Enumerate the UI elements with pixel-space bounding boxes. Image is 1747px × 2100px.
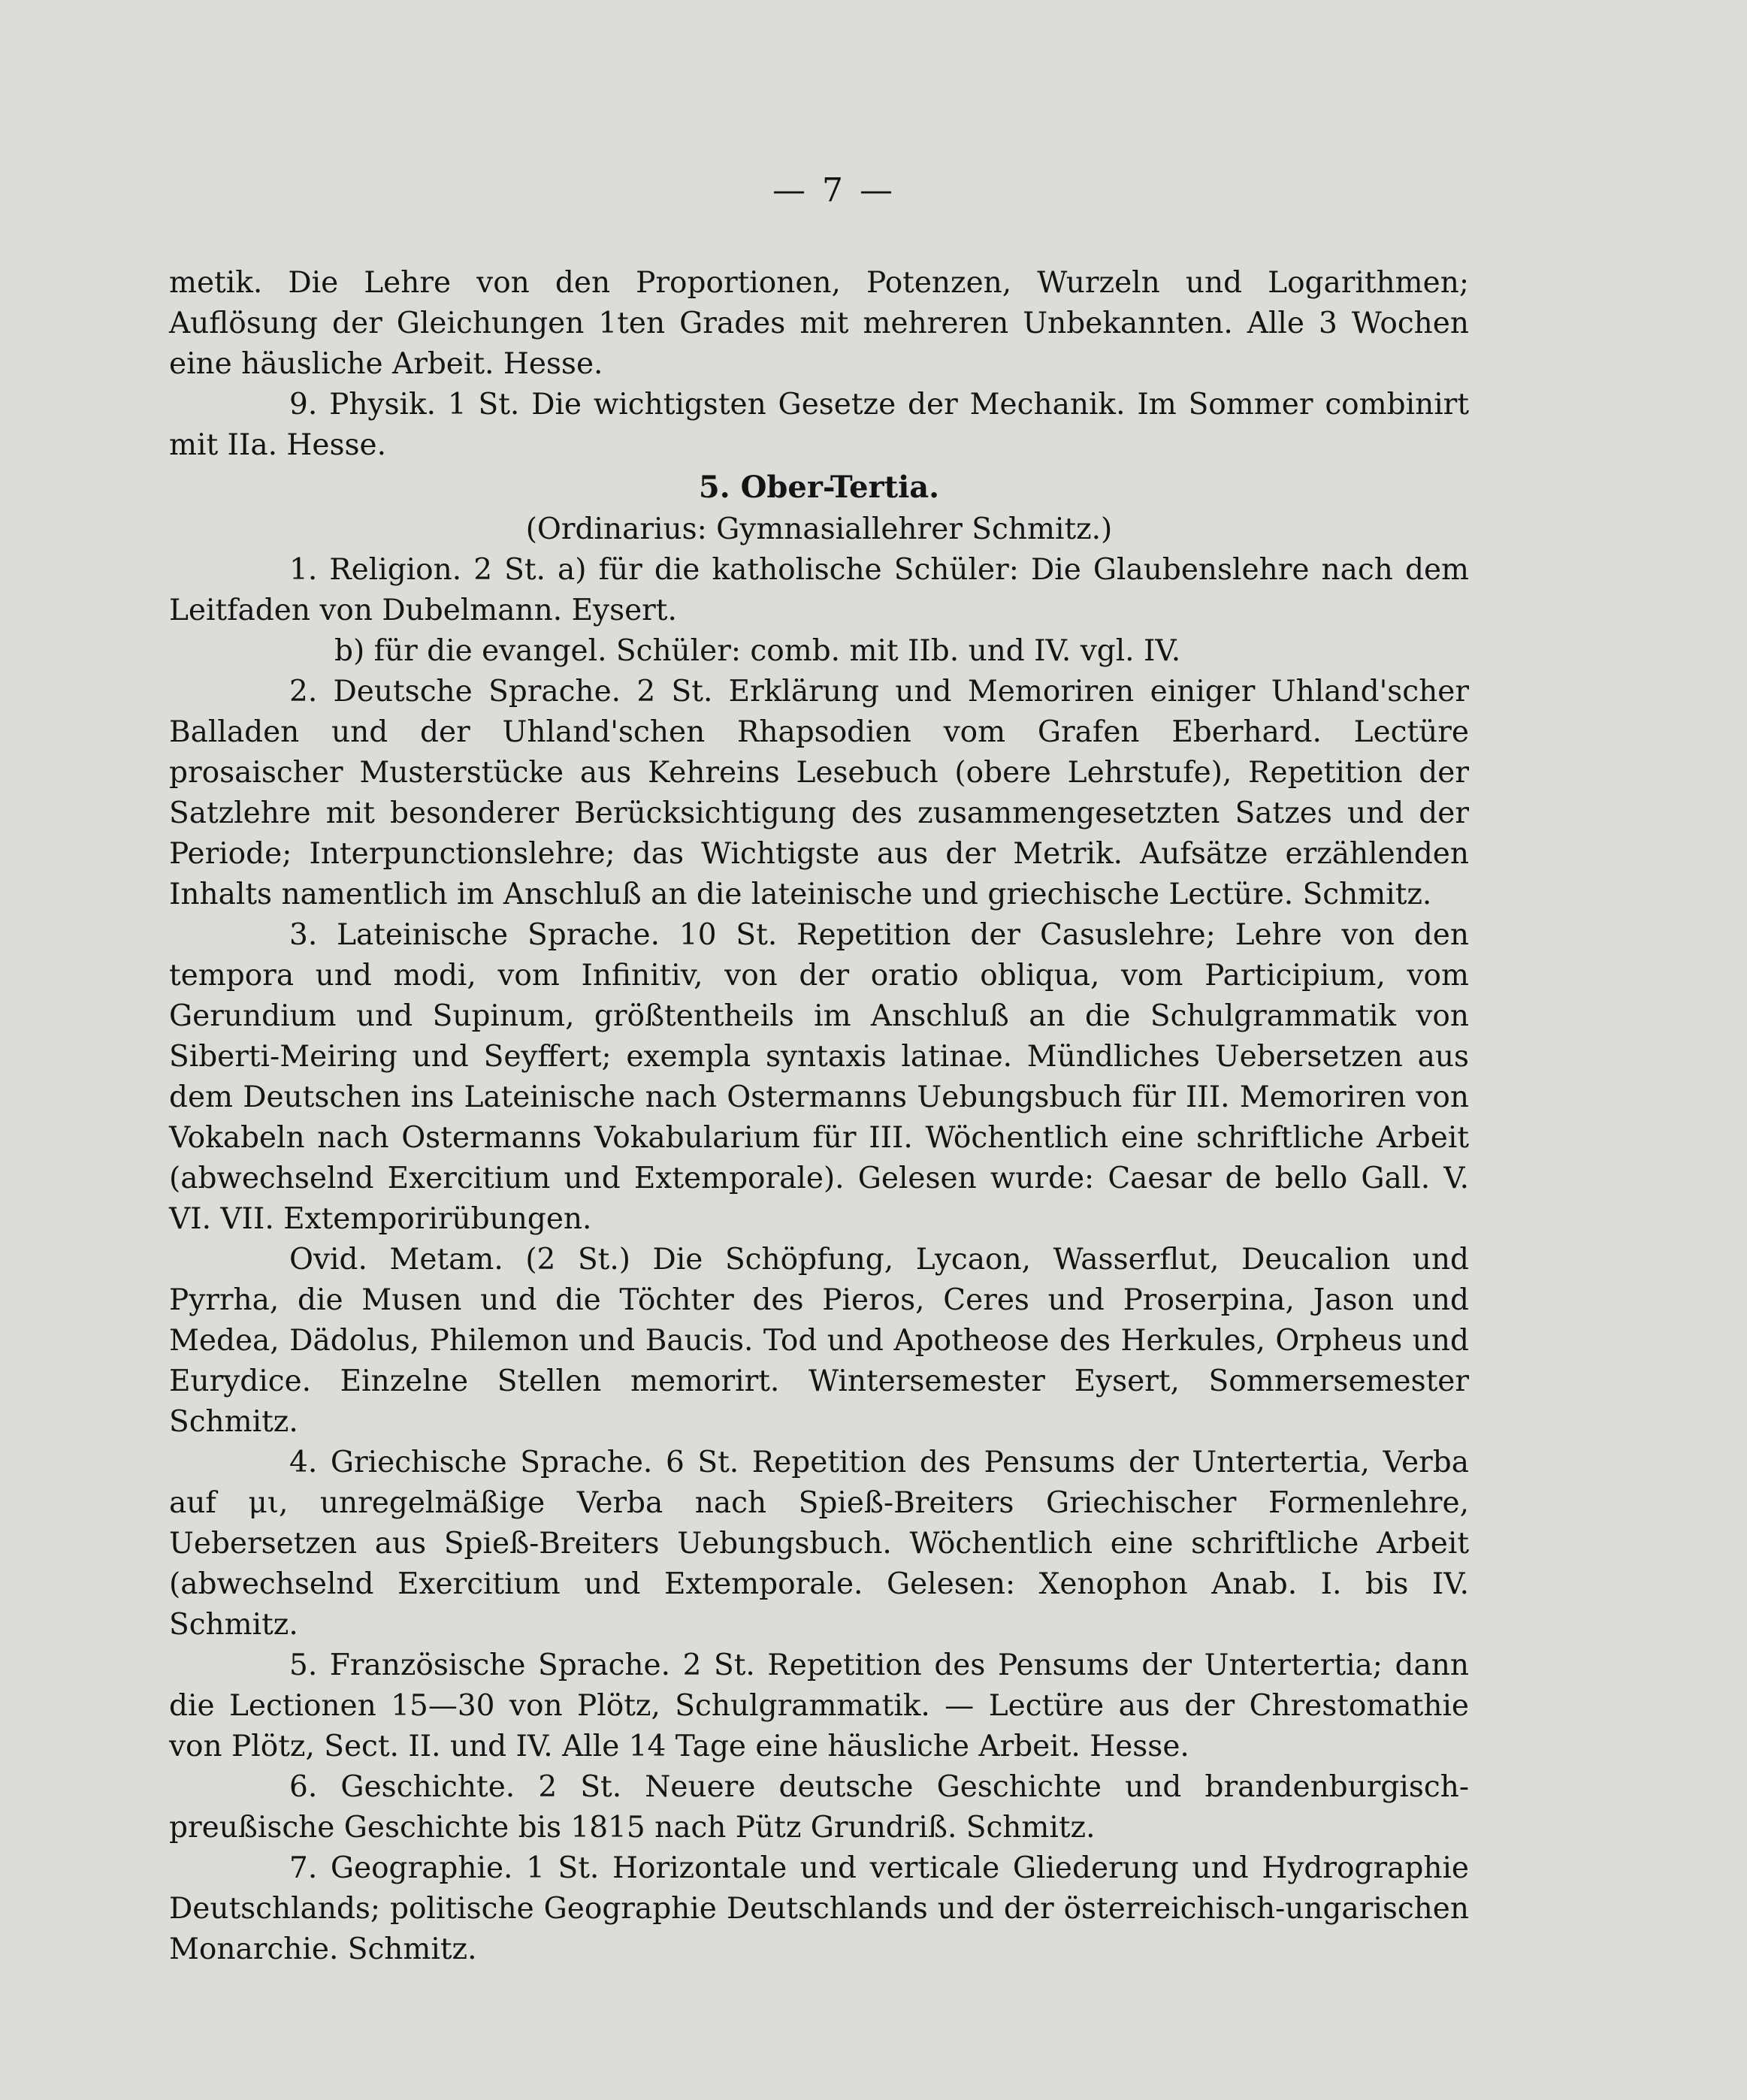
paragraph-religion: 1. Religion. 2 St. a) für die katholische Schüler: Die Glaubenslehre nach dem Leitfaden von Dubelmann. Eysert. (169, 553, 1469, 627)
paragraph-physics: 9. Physik. 1 St. Die wichtigsten Gesetze der Mechanik. Im Sommer combinirt mit IIa. Hesse. (169, 388, 1469, 462)
paragraph-greek: 4. Griechische Sprache. 6 St. Repetition des Pensums der Untertertia, Verba auf μι, unregelmäßige Verba nach Spieß-Breiters Griechischer Formenlehre, Uebersetzen aus Spieß-Breiters Uebungsbuch. Wöchentlich eine schriftliche Arbeit (abwechselnd Exercitium und Extemporale. Gelesen: Xenophon Anab. I. bis IV. Schmitz. (169, 1446, 1469, 1642)
paragraph-geography: 7. Geographie. 1 St. Horizontale und verticale Gliederung und Hydrographie Deutschlands; politische Geographie Deutschlands und der österreichisch-ungarischen Monarchie. Schmitz. (169, 1851, 1469, 1966)
paragraph-mathematics-continued: metik. Die Lehre von den Proportionen, Potenzen, Wurzeln und Logarithmen; Auflösung der Gleichungen 1ten Grades mit mehreren Unbekannten. Alle 3 Wochen eine häusliche Arbeit. Hesse. (169, 266, 1469, 381)
paragraph-french: 5. Französische Sprache. 2 St. Repetition des Pensums der Untertertia; dann die Lectionen 15—30 von Plötz, Schulgrammatik. — Lectüre aus der Chrestomathie von Plötz, Sect. II. und IV. Alle 14 Tage eine häusliche Arbeit. Hesse. (169, 1648, 1469, 1763)
paragraph-latin: 3. Lateinische Sprache. 10 St. Repetition der Casuslehre; Lehre von den tempora und modi, vom Infinitiv, von der oratio obliqua, vom Participium, vom Gerundium und Supinum, größtentheils im Anschluß an die Schulgrammatik von Siberti-Meiring und Seyffert; exempla syntaxis latinae. Mündliches Uebersetzen aus dem Deutschen ins Lateinische nach Ostermanns Uebungsbuch für III. Memoriren von Vokabeln nach Ostermanns Vokabularium für III. Wöchentlich eine schriftliche Arbeit (abwechselnd Exercitium und Extemporale). Gelesen wurde: Caesar de bello Gall. V. VI. VII. Extemporirübungen. (169, 918, 1469, 1236)
section-subheading: (Ordinarius: Gymnasiallehrer Schmitz.) (525, 512, 1113, 546)
paragraph-history: 6. Geschichte. 2 St. Neuere deutsche Geschichte und brandenburgisch-preußische Geschichte bis 1815 nach Pütz Grundriß. Schmitz. (169, 1770, 1469, 1845)
paragraph-german: 2. Deutsche Sprache. 2 St. Erklärung und Memoriren einiger Uhland'scher Balladen und der Uhland'schen Rhapsodien vom Grafen Eberhard. Lectüre prosaischer Musterstücke aus Kehreins Lesebuch (obere Lehrstufe), Repetition der Satzlehre mit besonderer Berücksichtigung des zusammengesetzten Satzes und der Periode; Interpunctionslehre; das Wichtigste aus der Metrik. Aufsätze erzählenden Inhalts namentlich im Anschluß an die lateinische und griechische Lectüre. Schmitz. (169, 675, 1469, 911)
paragraph-ovid: Ovid. Metam. (2 St.) Die Schöpfung, Lycaon, Wasserflut, Deucalion und Pyrrha, die Musen und die Töchter des Pieros, Ceres und Proserpina, Jason und Medea, Dädolus, Philemon und Baucis. Tod und Apotheose des Herkules, Orpheus und Eurydice. Einzelne Stellen memorirt. Wintersemester Eysert, Sommersemester Schmitz. (169, 1243, 1469, 1439)
paragraph-religion-evangelical: b) für die evangel. Schüler: comb. mit IIb. und IV. vgl. IV. (334, 634, 1181, 668)
body-text (169, 263, 1469, 1970)
section-heading: 5. Ober-Tertia. (698, 470, 940, 505)
page-number: — 7 — (772, 171, 896, 210)
